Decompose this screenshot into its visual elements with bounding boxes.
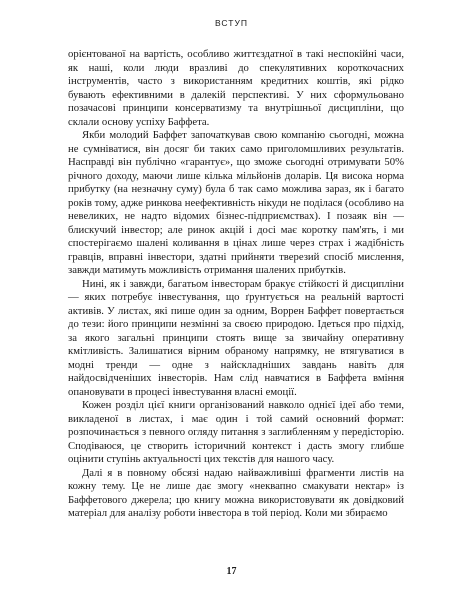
paragraph: Далі я в повному обсязі надаю найважливіші фрагменти листів на кожну тему. Це не лише дає змогу «неквапно смакувати нектар» із Баффетового джерела; цю книгу можна використовувати як довідковий матеріал для аналізу роботи інвестора в той період. Коли ми збираємо: [68, 466, 404, 519]
paragraph: Нині, як і завжди, багатьом інвесторам бракує стійкості й дисципліни — яких потребує інвестування, що ґрунтується на реальній вартості активів. У листах, які пише один за одним, Воррен Баффет повертається до тези: його принципи незмінні за своєю природою. Ідеться про підхід, за якого загальні принципи стоять вище за звичайну оперативну кмітливість. Залишатися вірним обраному напрямку, не втягуватися в модні тренди — одне з найскладніших завдань навіть для найдосвідченіших інвесторів. Нам слід навчатися в Баффета вміння опановувати в процесі інвестування власні емоції.: [68, 277, 404, 398]
running-header: ВСТУП: [215, 18, 248, 28]
paragraph: Якби молодий Баффет започаткував свою компанію сьогодні, можна не сумніватися, він досяг би таких само приголомшливих результатів. Насправді він публічно «гарантує», що зможе сьогодні отримувати 50% річного доходу, маючи лише кілька мільйонів доларів. Ця висока норма прибутку (на незначну суму) була б так само можлива зараз, як і багато років тому, адже ринкова неефективність нікуди не поділася (особливо на невеликих, не надто відомих бізнес-підприємствах). І позаяк він — блискучий інвестор; але ринок акцій і досі має коротку пам'ять, і ми спостерігаємо шалені коливання в цінах лише через страх і жадібність гравців, вправні інвестори, здатні прийняти тверезий спосіб мислення, завжди матимуть можливість отримання шалених прибутків.: [68, 129, 404, 276]
paragraph: Кожен розділ цієї книги організований навколо однієї ідеї або теми, викладеної в листах, і має один і той самий основний формат: розпочинається з певного огляду питання з заглибленням у передісторію. Сподіваюся, це створить історичний контекст і дасть змогу глибше оцінити ступінь актуальності цих текстів для нашого часу.: [68, 399, 404, 465]
body-text: [68, 48, 404, 521]
page-number: 17: [226, 566, 237, 577]
paragraph-continued: орієнтованої на вартість, особливо життєздатної в такі неспокійні часи, як наші, коли люди вразливі до спекулятивних короткочасних інструментів, часто з використанням кредитних коштів, які рідко бувають ефективними в далекій перспективі. У них сформульовано позачасові принципи консерватизму та внутрішньої дисципліни, що склали основу успіху Баффета.: [68, 48, 404, 128]
